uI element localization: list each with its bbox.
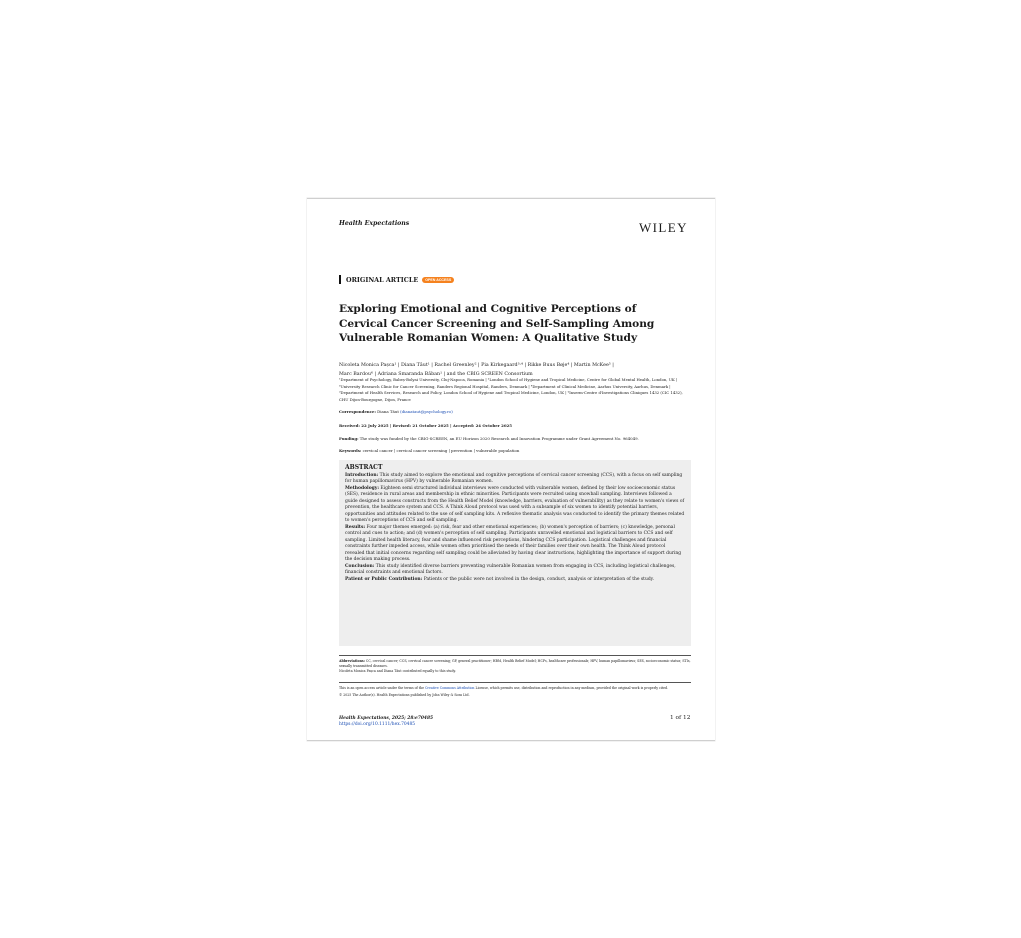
introduction-label: Introduction: xyxy=(345,472,379,478)
methodology-label: Methodology: xyxy=(345,485,379,491)
license-pre: This is an open access article under the terms of the xyxy=(339,686,424,690)
open-access-badge: OPEN ACCESS xyxy=(422,277,454,283)
abstract-box xyxy=(339,460,691,646)
footnotes xyxy=(339,659,691,675)
correspondence-email[interactable]: (dianataut@psychology.ro) xyxy=(400,409,453,414)
abstract-conclusion xyxy=(345,564,685,577)
page-number: 1 of 12 xyxy=(670,715,691,721)
footer-citation-block xyxy=(339,716,433,728)
introduction-text: This study aimed to explore the emotional and cognitive perceptions of cervical cancer screening (CCS), with a focus on self sampling for human papillomavirus (HPV) by vulnerable Romanian women. xyxy=(345,472,683,484)
keywords-label: Keywords: xyxy=(339,448,362,453)
methodology-text: Eighteen semi structured individual interviews were conducted with vulnerable women, defined by their low socioeconomic status (SES), residence in rural areas and membership in ethnic minorities. Participants were recruited using snowball sampling. Interviews followed a guide designed to assess constructs from the Health Belief Model (knowledge, barriers, evaluation of vulnerability) as they relate to women's views of prevention, the healthcare system and CCS. A Think Aloud protocol was used with a subsample of six women to identify potential barriers, opportunities and attitudes related to the use of self sampling kits. A reflexive thematic analysis was conducted to identify the primary themes related to women's perceptions of CCS and self sampling. xyxy=(345,485,685,523)
results-label: Results: xyxy=(345,524,366,530)
footer-citation: Health Expectations, 2025; 28:e70485 xyxy=(339,716,434,721)
publisher-logo: WILEY xyxy=(639,220,688,235)
license-text xyxy=(339,686,691,691)
ppi-label: Patient or Public Contribution: xyxy=(345,576,423,582)
license-divider xyxy=(339,682,691,683)
correspondence xyxy=(339,409,691,415)
funding-text: The study was funded by the CBIG-SCREEN, an EU Horizon 2020 Research and Innovation Programme under Grant Agreement No. 964049. xyxy=(359,436,639,441)
results-text: Four major themes emerged: (a) risk, fear and other emotional experiences; (b) women's perception of barriers; (c) knowledge, personal control and cues to action; and (d) women's perception of self sampling. Participants unravelled emotional and logistical barriers to CCS and self sampling. Limited health literacy, fear and shame influenced risk perceptions, hindering CCS participation. Logistical challenges and financial constraints further impeded access, while women often prioritised the needs of their families over their own health. The Think Aloud protocol revealed that initial concerns regarding self sampling could be alleviated by having clear instructions, highlighting the importance of support during the decision making process. xyxy=(345,524,682,562)
abbreviations-text: CC, cervical cancer; CCS, cervical cancer screening; GP, general practitioner; HBM, Health Belief Model; HCPs, healthcare professionals; HPV, human papillomavirus; SES, socioeconomic status; STIs, sexually transmitted diseases. xyxy=(339,659,691,669)
copyright: © 2025 The Author(s). Health Expectations published by John Wiley & Sons Ltd. xyxy=(339,693,470,698)
correspondence-label: Correspondence: xyxy=(339,409,376,414)
abstract-methodology xyxy=(345,486,685,525)
paper-page xyxy=(307,198,715,741)
license-post: License, which permits use, distribution and reproduction in any medium, provided the original work is properly cited. xyxy=(475,686,669,690)
authors-line-2: Marc Bardou⁶ | Adriana Smaranda Băban¹ | and the CBIG SCREEN Consortium xyxy=(339,371,533,377)
article-type-label: ORIGINAL ARTICLE xyxy=(346,275,419,284)
article-title: Exploring Emotional and Cognitive Perceptions of Cervical Cancer Screening and Self-Sampling Among Vulnerable Romanian Women: A Qualitative Study xyxy=(339,303,655,344)
footnote-divider xyxy=(339,655,691,656)
license-link[interactable]: Creative Commons Attribution xyxy=(424,686,475,690)
journal-name: Health Expectations xyxy=(339,220,410,227)
abstract-ppi xyxy=(345,577,685,584)
article-type xyxy=(339,275,454,284)
abstract-introduction xyxy=(345,473,685,486)
abbreviations-label: Abbreviations: xyxy=(339,659,365,663)
abstract-heading: ABSTRACT xyxy=(345,464,383,471)
correspondence-name: Diana Tăut xyxy=(377,409,399,414)
license xyxy=(339,686,691,698)
funding xyxy=(339,436,691,442)
equal-contribution: Nicoleta Monica Pașca and Diana Tăut contributed equally to this study. xyxy=(339,669,456,674)
ppi-text: Patients or the public were not involved in the design, conduct, analysis or interpretation of the study. xyxy=(423,576,654,582)
keywords xyxy=(339,448,691,454)
funding-label: Funding: xyxy=(339,436,359,441)
affiliations: ¹Department of Psychology, Babeș-Bolyai University, Cluj-Napoca, Romania | ²London School of Hygiene and Tropical Medicine, Centre for Global Mental Health, London, UK | ³University Research Clinic for Cancer Screening, Randers Regional Hospital, Randers, Denmark | ⁴Department of Clinical Medicine, Aarhus University, Aarhus, Denmark | ⁵Department of Health Services, Research and Policy, London School of Hygiene and Tropical Medicine, London, UK | ⁶Inserm-Centre d'Investigations Cliniques 1432 (CIC 1432), CHU Dijon-Bourgogne, Dijon, France xyxy=(339,377,683,402)
footer-doi[interactable]: https://doi.org/10.1111/hex.70485 xyxy=(339,722,416,727)
abstract-results xyxy=(345,525,685,564)
authors-line-1: Nicoleta Monica Pașca¹ | Diana Tăut¹ | Rachel Greenley² | Pia Kirkegaard³˒⁴ | Rikke Buus Bøje⁴ | Martin McKee⁵ | xyxy=(339,363,614,368)
conclusion-label: Conclusion: xyxy=(345,563,375,569)
article-type-bar xyxy=(339,275,341,284)
conclusion-text: This study identified diverse barriers preventing vulnerable Romanian women from engaging in CCS, including logistical challenges, financial constraints and emotional factors. xyxy=(345,563,676,575)
article-dates: Received: 22 July 2025 | Revised: 21 October 2025 | Accepted: 24 October 2025 xyxy=(339,423,512,428)
abbreviations xyxy=(339,659,691,669)
keywords-text: cervical cancer | cervical cancer screening | prevention | vulnerable population xyxy=(362,448,520,453)
